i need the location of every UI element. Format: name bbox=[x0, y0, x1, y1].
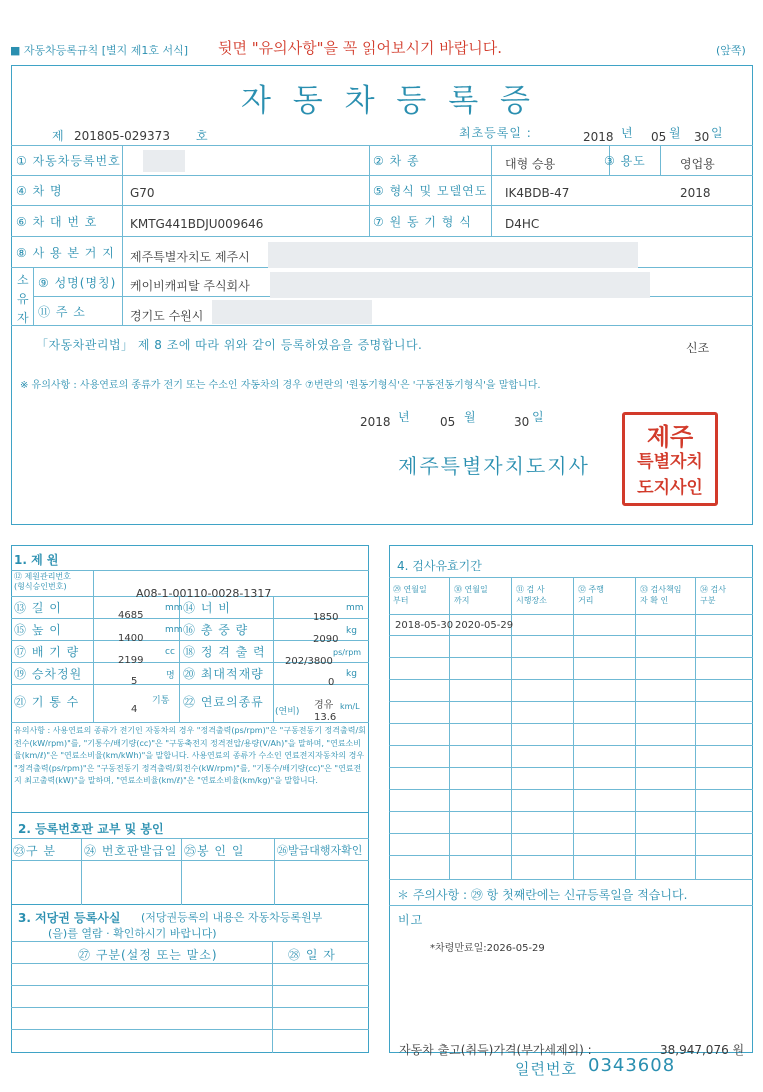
reg-no-label: 제 bbox=[52, 129, 65, 143]
inspect-row1-from: 2018-05-30 bbox=[395, 620, 454, 631]
fuel-efficiency-unit: km/L bbox=[340, 702, 360, 711]
serial-label: 일련번호 bbox=[515, 1060, 577, 1078]
length-value: 4685 bbox=[118, 610, 144, 621]
model-label: ⑤ 형식 및 모델연도 bbox=[373, 184, 488, 198]
inspection-section-title: 4. 검사유효기간 bbox=[397, 559, 482, 573]
rated-power-unit: ps/rpm bbox=[333, 648, 362, 657]
inspect-col-officer: ㉝ 검사책임 자 확 인 bbox=[640, 585, 682, 605]
inspect-col-from: ㉙ 연월일 부터 bbox=[393, 585, 427, 605]
use-value: 영업용 bbox=[680, 157, 715, 171]
first-reg-day-unit: 일 bbox=[711, 126, 724, 140]
serial-value: 0343608 bbox=[588, 1055, 676, 1076]
fuel-type-label: ㉒ 연료의종류 bbox=[183, 695, 264, 709]
remark-value: *차령만료일:2026-05-29 bbox=[430, 943, 545, 954]
width-unit: mm bbox=[346, 603, 364, 613]
plate-col-agent-check: ㉖발급대행자확인 bbox=[277, 844, 363, 857]
redacted-base-address bbox=[268, 242, 638, 268]
mgmt-no-value: A08-1-00110-0028-1317 bbox=[136, 587, 272, 600]
gross-weight-label: ⑯ 총 중 량 bbox=[183, 623, 249, 637]
model-year-value: 2018 bbox=[680, 186, 711, 200]
base-location-label: ⑧ 사 용 본 거 지 bbox=[16, 246, 115, 260]
plate-col-category: ㉓구 분 bbox=[13, 844, 56, 858]
seal-line-2: 특별자치 bbox=[637, 452, 703, 472]
mgmt-no-label: ⑫ 제원관리번호 (형식승인번호) bbox=[14, 572, 71, 591]
certify-statement: 「자동차관리법」 제 8 조에 따라 위와 같이 등록하였음을 증명합니다. bbox=[36, 338, 423, 352]
rated-power-value: 202/3800 bbox=[285, 656, 333, 667]
fuel-efficiency-value: 13.6 bbox=[314, 712, 337, 723]
seats-label: ⑲ 승차정원 bbox=[14, 667, 83, 681]
plate-col-issue-date: ㉔ 번호판발급일 bbox=[84, 844, 178, 858]
issuer-name: 제주특별자치도지사 bbox=[398, 454, 590, 478]
address-value: 경기도 수원시 bbox=[130, 309, 204, 323]
lien-col-date: ㉘ 일 자 bbox=[288, 948, 336, 962]
vehicle-info-table bbox=[11, 145, 753, 325]
address-label: ⑪ 주 소 bbox=[38, 305, 86, 319]
length-label: ⑬ 길 이 bbox=[14, 601, 62, 615]
displacement-value: 2199 bbox=[118, 655, 144, 666]
redacted-address bbox=[212, 300, 372, 324]
vehicle-name-value: G70 bbox=[130, 186, 155, 200]
seal-line-1: 제주 bbox=[646, 423, 694, 451]
plate-section-title: 2. 등록번호판 교부 및 봉인 bbox=[18, 822, 164, 836]
fuel-type-value: 경유 bbox=[314, 700, 334, 711]
max-load-label: ⑳ 최대적재량 bbox=[183, 667, 264, 681]
redacted-reg-number bbox=[143, 150, 185, 172]
base-location-value: 제주특별자치도 제주시 bbox=[130, 250, 250, 264]
model-value: IK4BDB-47 bbox=[505, 186, 570, 200]
plate-col-seal-date: ㉕봉 인 일 bbox=[184, 844, 245, 858]
length-unit: mm bbox=[165, 603, 183, 613]
lien-section-title: 3. 저당권 등록사실 bbox=[18, 911, 121, 925]
vehicle-name-label: ④ 차 명 bbox=[16, 184, 63, 198]
spec-section-title: 1. 제 원 bbox=[14, 553, 59, 567]
registration-type: 신조 bbox=[686, 341, 710, 355]
cylinders-value: 4 bbox=[131, 704, 138, 715]
engine-value: D4HC bbox=[505, 217, 540, 231]
price-label: 자동차 출고(취득)가격(부가세제외) : bbox=[399, 1043, 592, 1057]
width-value: 1850 bbox=[313, 612, 339, 623]
vin-label: ⑥ 차 대 번 호 bbox=[16, 215, 98, 229]
price-value: 38,947,076 원 bbox=[660, 1043, 745, 1057]
reg-no-value: 201805-029373 bbox=[74, 129, 170, 143]
lien-col-category: ㉗ 구분(설정 또는 말소) bbox=[78, 948, 218, 962]
height-label: ⑮ 높 이 bbox=[14, 623, 62, 637]
reg-no-suffix: 호 bbox=[196, 129, 209, 143]
issue-month: 05 bbox=[440, 415, 456, 429]
inspection-note: ＊ 주의사항 : ㉙ 항 첫째란에는 신규등록일을 적습니다. bbox=[397, 888, 688, 902]
lien-section-sub2: (을)를 열람 · 확인하시기 바랍니다) bbox=[48, 927, 217, 940]
gross-weight-unit: kg bbox=[346, 626, 357, 636]
form-reference: ■ 자동차등록규칙 [별지 제1호 서식] bbox=[10, 44, 189, 57]
owner-name-label: ⑨ 성명(명칭) bbox=[38, 276, 117, 290]
inspect-col-type: ㉞ 검사 구분 bbox=[700, 585, 726, 605]
seal-line-3: 도지사인 bbox=[637, 478, 703, 498]
engine-label: ⑦ 원 동 기 형 식 bbox=[373, 215, 472, 229]
use-label: ③ 용도 bbox=[604, 154, 646, 168]
gross-weight-value: 2090 bbox=[313, 634, 339, 645]
height-unit: mm bbox=[165, 625, 183, 635]
vin-value: KMTG441BDJU009646 bbox=[130, 217, 264, 231]
redacted-owner-id bbox=[270, 272, 650, 298]
inspect-col-to: ㉚ 연월일 까지 bbox=[454, 585, 488, 605]
front-side-label: (앞쪽) bbox=[716, 44, 746, 57]
lien-section-sub1: (저당권등록의 내용은 자동차등록원부 bbox=[141, 911, 323, 924]
first-reg-month-unit: 월 bbox=[669, 126, 682, 140]
spec-note: 유의사항 : 사용연료의 종류가 전기인 자동차의 경우 "정격출력(ps/rpm)"은 "구동전동기 정격출력/회전수(kW/rpm)"를, "기통수/배기량(cc)"은 "구동축전지 정격전압/용량(V/Ah)"을 말하며, "연료소비율(km/ℓ)"은 "연료소비율(km/kWh)"을 말합니다. 사용연료의 종류가 수소인 연료전지자동차의 경우 "정격출력(ps/rpm)"은 "구동전동기 정격출력/회전수(kW/rpm)"를, "기통수/배기량(cc)"은 "연료전지 최고출력(kW)"을 말하며, "연료소비율(km/ℓ)"은 "연료소비율(km/kg)"을 말합니다. bbox=[14, 726, 366, 785]
height-value: 1400 bbox=[118, 633, 144, 644]
inspect-col-mileage: ㉜ 주행 거리 bbox=[578, 585, 604, 605]
inspect-row1-to: 2020-05-29 bbox=[455, 620, 514, 631]
inspect-col-place: ㉛ 검 사 시행장소 bbox=[516, 585, 547, 605]
max-load-unit: kg bbox=[346, 669, 357, 679]
fuel-note: ※ 유의사항 : 사용연료의 종류가 전기 또는 수소인 자동차의 경우 ⑦번란의 '원동기형식'은 '구동전동기형식'을 말합니다. bbox=[20, 380, 541, 391]
seats-unit: 명 bbox=[166, 671, 175, 681]
official-seal bbox=[622, 412, 718, 506]
owner-side-label: 소 유 자 bbox=[17, 273, 30, 325]
cylinders-unit: 기통 bbox=[152, 696, 170, 706]
document-title: 자 동 차 등 록 증 bbox=[241, 83, 536, 119]
owner-name-value: 케이비캐피탈 주식회사 bbox=[130, 279, 250, 293]
vehicle-type-value: 대형 승용 bbox=[505, 157, 556, 171]
fuel-efficiency-sub: (연비) bbox=[275, 707, 300, 717]
rated-power-label: ⑱ 정 격 출 력 bbox=[183, 645, 266, 659]
first-reg-year-unit: 년 bbox=[621, 126, 634, 140]
issue-day-unit: 일 bbox=[532, 410, 545, 424]
vehicle-type-label: ② 차 종 bbox=[373, 154, 420, 168]
issue-month-unit: 월 bbox=[464, 410, 477, 424]
displacement-label: ⑰ 배 기 량 bbox=[14, 645, 80, 659]
cylinders-label: ㉑ 기 통 수 bbox=[14, 695, 80, 709]
width-label: ⑭ 너 비 bbox=[183, 601, 231, 615]
first-reg-label: 최초등록일 : bbox=[459, 126, 532, 140]
issue-year: 2018 bbox=[360, 415, 391, 429]
max-load-value: 0 bbox=[328, 677, 335, 688]
remark-label: 비고 bbox=[398, 913, 424, 927]
first-reg-year: 2018 bbox=[583, 130, 614, 144]
issue-year-unit: 년 bbox=[398, 410, 411, 424]
issue-day: 30 bbox=[514, 415, 530, 429]
reg-number-label: ① 자동차등록번호 bbox=[16, 154, 121, 168]
seats-value: 5 bbox=[131, 676, 138, 687]
displacement-unit: cc bbox=[165, 647, 175, 657]
first-reg-month: 05 bbox=[651, 130, 667, 144]
first-reg-day: 30 bbox=[694, 130, 710, 144]
notice-read-back: 뒷면 "유의사항"을 꼭 읽어보시기 바랍니다. bbox=[218, 39, 502, 57]
